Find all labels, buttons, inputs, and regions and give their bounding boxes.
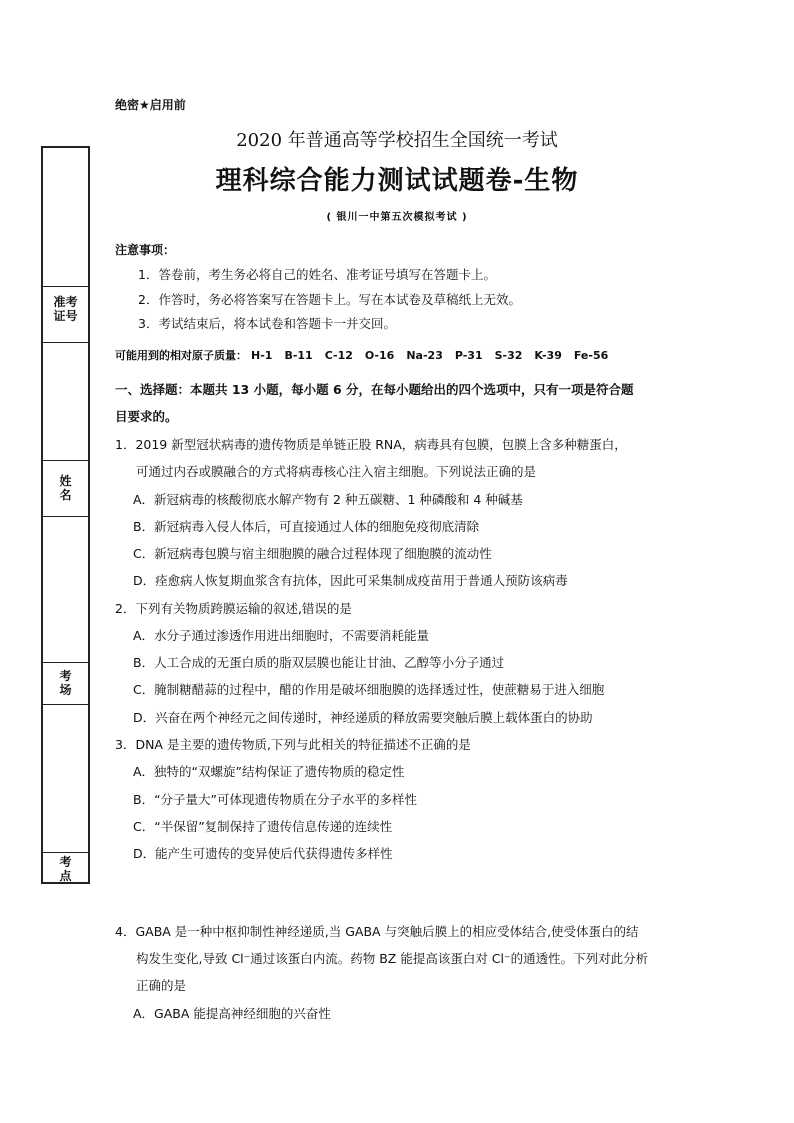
atomic-mass-value: C-12	[324, 349, 353, 362]
question-option: A．独特的“双螺旋”结构保证了遗传物质的稳定性	[133, 764, 405, 779]
atomic-mass-value: P-31	[454, 349, 483, 362]
question-option: C．新冠病毒包膜与宿主细胞膜的融合过程体现了细胞膜的流动性	[133, 546, 492, 561]
exam-room-label: 考 场	[59, 669, 72, 697]
question-stem-cont: 构发生变化,导致 Cl⁻通过该蛋白内流。药物 BZ 能提高该蛋白对 Cl⁻的通透性。下列对此分析	[136, 951, 649, 966]
secret-mark: 绝密★启用前	[115, 98, 186, 112]
question-option: D．能产生可遗传的变异使后代获得遗传多样性	[133, 846, 393, 861]
note-item: 3．考试结束后，将本试卷和答题卡一并交回。	[138, 316, 396, 331]
question-option: A．水分子通过渗透作用进出细胞时，不需要消耗能量	[133, 628, 430, 643]
binding-divider	[43, 704, 88, 705]
question-stem: 1．2019 新型冠状病毒的遗传物质是单链正股 RNA，病毒具有包膜，包膜上含多种糖蛋白，	[115, 437, 627, 452]
exam-id-label: 准考 证号	[53, 295, 78, 323]
atomic-mass-value: H-1	[251, 349, 273, 362]
exam-title: 2020 年普通高等学校招生全国统一考试	[236, 130, 558, 151]
atomic-mass-label: 可能用到的相对原子质量：	[115, 349, 247, 362]
atomic-mass-value: S-32	[494, 349, 523, 362]
question-stem-cont: 可通过内吞或膜融合的方式将病毒核心注入宿主细胞。下列说法正确的是	[136, 464, 537, 479]
atomic-mass-value: B-11	[284, 349, 313, 362]
question-stem: 3．DNA 是主要的遗传物质,下列与此相关的特征描述不正确的是	[115, 737, 471, 752]
question-stem: 4．GABA 是一种中枢抑制性神经递质,当 GABA 与突触后膜上的相应受体结合,使受体蛋白的结	[115, 924, 639, 939]
atomic-mass-line	[115, 347, 620, 363]
exam-site-label: 考 点	[59, 855, 72, 883]
question-option: C．“半保留”复制保持了遗传信息传递的连续性	[133, 819, 393, 834]
question-option: B．人工合成的无蛋白质的脂双层膜也能让甘油、乙醇等小分子通过	[133, 655, 505, 670]
binding-divider	[43, 516, 88, 517]
note-item: 2．作答时，务必将答案写在答题卡上。写在本试卷及草稿纸上无效。	[138, 292, 521, 307]
question-option: A．新冠病毒的核酸彻底水解产物有 2 种五碳糖、1 种磷酸和 4 种碱基	[133, 492, 523, 507]
question-option: A．GABA 能提高神经细胞的兴奋性	[133, 1006, 331, 1021]
question-option: B．新冠病毒入侵人体后，可直接通过人体的细胞免疫彻底清除	[133, 519, 480, 534]
binding-column	[41, 146, 90, 884]
note-item: 1．答卷前，考生务必将自己的姓名、准考证号填写在答题卡上。	[138, 267, 496, 282]
atomic-mass-value: O-16	[364, 349, 395, 362]
binding-divider	[43, 662, 88, 663]
atomic-mass-value: K-39	[534, 349, 562, 362]
section-heading: 一、选择题：本题共 13 小题，每小题 6 分，在每小题给出的四个选项中，只有一项是符合题	[115, 382, 634, 397]
notes-heading: 注意事项：	[115, 243, 176, 257]
name-label: 姓 名	[59, 474, 72, 502]
section-heading-cont: 目要求的。	[115, 409, 178, 424]
binding-divider	[43, 286, 88, 287]
atomic-mass-value: Fe-56	[573, 349, 609, 362]
exam-subtitle: ( 银川一中第五次模拟考试 )	[326, 212, 468, 223]
atomic-mass-value: Na-23	[406, 349, 443, 362]
question-option: B．“分子量大”可体现遗传物质在分子水平的多样性	[133, 792, 418, 807]
question-option: D．兴奋在两个神经元之间传递时，神经递质的释放需要突触后膜上载体蛋白的协助	[133, 710, 593, 725]
binding-divider	[43, 460, 88, 461]
question-option: D．痊愈病人恢复期血浆含有抗体，因此可采集制成疫苗用于普通人预防该病毒	[133, 573, 568, 588]
question-option: C．腌制糖醋蒜的过程中，醋的作用是破坏细胞膜的选择透过性，使蔗糖易于进入细胞	[133, 682, 605, 697]
binding-divider	[43, 342, 88, 343]
question-stem: 2．下列有关物质跨膜运输的叙述,错误的是	[115, 601, 352, 616]
binding-divider	[43, 852, 88, 853]
question-stem-cont: 正确的是	[136, 978, 187, 993]
page-title: 理科综合能力测试试题卷-生物	[215, 166, 579, 196]
